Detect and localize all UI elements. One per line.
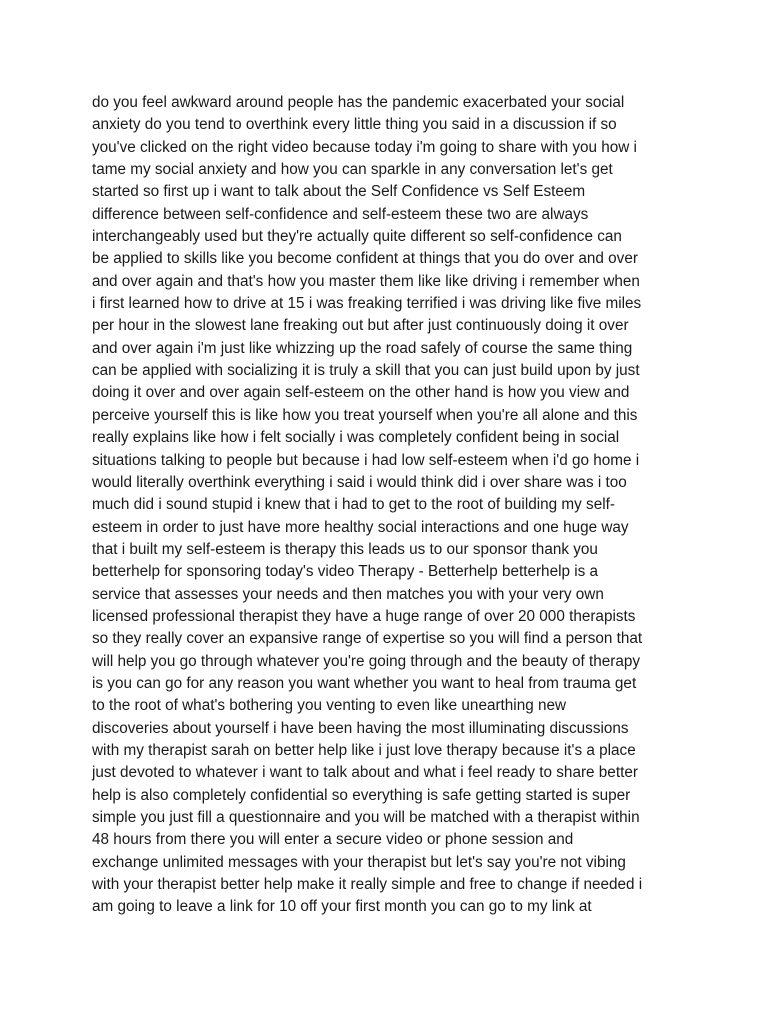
text-line: service that assesses your needs and then matches you with your very own <box>92 585 604 603</box>
text-line: 48 hours from there you will enter a secure video or phone session and <box>92 831 574 849</box>
text-line: difference between self-confidence and self-esteem these two are always <box>92 205 589 223</box>
text-line: to the root of what's bothering you venting to even like unearthing new <box>92 697 567 715</box>
text-line: so they really cover an expansive range of expertise so you will find a person that <box>92 630 643 648</box>
text-line: do you feel awkward around people has the pandemic exacerbated your social <box>92 94 625 111</box>
text-line: started so first up i want to talk about the Self Confidence vs Self Esteem <box>92 183 586 201</box>
text-line: is you can go for any reason you want whether you want to heal from trauma get <box>92 674 637 692</box>
text-line: help is also completely confidential so everything is safe getting started is super <box>92 786 631 804</box>
text-line: just devoted to whatever i want to talk about and what i feel ready to share better <box>92 764 638 782</box>
text-line: and over again and that's how you master them like like driving i remember when <box>92 272 640 290</box>
text-line: per hour in the slowest lane freaking out but after just continuously doing it over <box>92 317 629 335</box>
text-line: discoveries about yourself i have been having the most illuminating discussions <box>92 719 629 737</box>
text-line: would literally overthink everything i said i would think did i over share was i too <box>92 473 627 491</box>
text-line: with your therapist better help make it really simple and free to change if needed i <box>92 876 643 894</box>
text-line: tame my social anxiety and how you can sparkle in any conversation let's get <box>92 161 613 179</box>
text-line: licensed professional therapist they have a huge range of over 20 000 therapists <box>92 607 636 625</box>
text-line: situations talking to people but because i had low self-esteem when i'd go home i <box>92 451 640 469</box>
transcript-paragraph <box>92 92 692 919</box>
text-line: doing it over and over again self-esteem on the other hand is how you view and <box>92 384 630 402</box>
text-line: exchange unlimited messages with your therapist but let's say you're not vibing <box>92 853 626 871</box>
text-line: and over again i'm just like whizzing up the road safely of course the same thing <box>92 339 633 357</box>
text-line: be applied to skills like you become confident at things that you do over and over <box>92 250 638 268</box>
text-line: betterhelp for sponsoring today's video Therapy - Betterhelp betterhelp is a <box>92 563 599 581</box>
text-line: really explains like how i felt socially i was completely confident being in social <box>92 429 620 447</box>
text-line: interchangeably used but they're actually quite different so self-confidence can <box>92 228 622 246</box>
text-line: you've clicked on the right video because today i'm going to share with you how i <box>92 138 637 156</box>
text-line: that i built my self-esteem is therapy this leads us to our sponsor thank you <box>92 540 598 558</box>
text-line: with my therapist sarah on better help like i just love therapy because it's a place <box>92 741 636 759</box>
text-line: simple you just fill a questionnaire and you will be matched with a therapist within <box>92 809 640 826</box>
text-line: am going to leave a link for 10 off your first month you can go to my link at <box>92 898 592 916</box>
text-line: will help you go through whatever you're going through and the beauty of therapy <box>92 652 641 670</box>
text-line: esteem in order to just have more healthy social interactions and one huge way <box>92 518 629 536</box>
text-line: i first learned how to drive at 15 i was freaking terrified i was driving like five miles <box>92 295 642 313</box>
text-line: can be applied with socializing it is truly a skill that you can just build upon by just <box>92 362 640 380</box>
text-line: perceive yourself this is like how you treat yourself when you're all alone and this <box>92 406 638 424</box>
text-line: much did i sound stupid i knew that i had to get to the root of building my self- <box>92 496 615 514</box>
text-line: anxiety do you tend to overthink every little thing you said in a discussion if so <box>92 116 617 134</box>
